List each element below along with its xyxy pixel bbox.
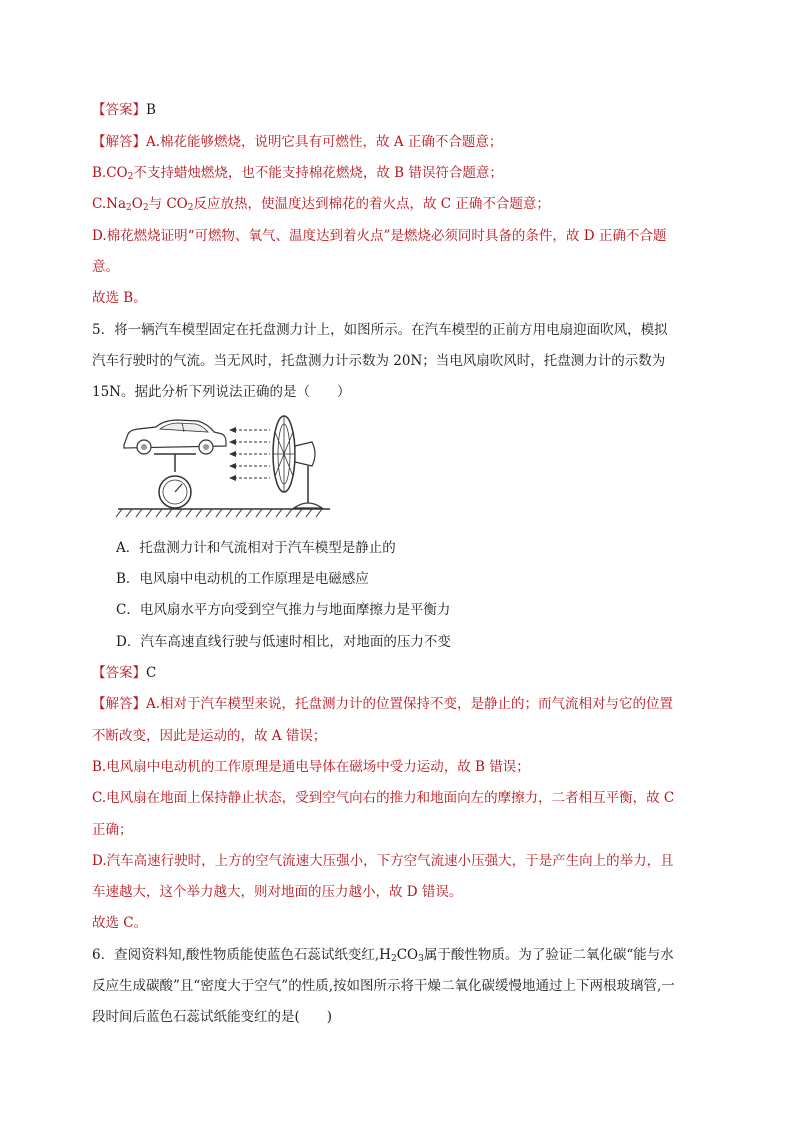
q5-option-b: B．电风扇中电动机的工作原理是电磁感应 [116, 571, 369, 587]
q5-option-d: D．汽车高速直线行驶与低速时相比，对地面的压力不变 [116, 634, 451, 650]
q5-analysis-d-2: 车速越大，这个举力越大，则对地面的压力越小，故 D 错误。 [92, 884, 463, 900]
car-fan-figure [112, 412, 342, 520]
q5-option-a: A．托盘测力计和气流相对于汽车模型是静止的 [116, 540, 396, 556]
q4-conclusion: 故选 B。 [92, 290, 147, 306]
q5-analysis-a-1: 【解答】A.相对于汽车模型来说，托盘测力计的位置保持不变，是静止的；而气流相对与它的位置 [92, 696, 674, 712]
q4-analysis-d-1: D.棉花燃烧证明“可燃物、氧气、温度达到着火点”是燃烧必须同时具备的条件，故 D 正确不合题 [92, 228, 667, 244]
q5-analysis-c-2: 正确； [92, 822, 133, 838]
q6-stem-1: 6．查阅资料知,酸性物质能使蓝色石蕊试纸变红$,H_2CO_3$属于酸性物质。为了验证二氧化碳“能与水 [92, 947, 674, 964]
q6-stem-3: 段时间后蓝色石蕊试纸能变红的是( ) [92, 1009, 333, 1025]
q5-stem-3: 15N。据此分析下列说法正确的是（ ） [92, 384, 351, 400]
q5-analysis-d-1: D.汽车高速行驶时，上方的空气流速大压强小，下方空气流速小压强大，于是产生向上的举力，且 [92, 853, 674, 869]
q4-analysis-a: 【解答】A.棉花能够燃烧，说明它具有可燃性，故 A 正确不合题意； [92, 134, 503, 150]
q4-analysis-b: $B.CO_2$不支持蜡烛燃烧，也不能支持棉花燃烧，故 B 错误符合题意； [92, 165, 503, 182]
q5-stem-2: 汽车行驶时的气流。当无风时，托盘测力计示数为 20N；当电风扇吹风时，托盘测力计的示数为 [92, 353, 666, 369]
q5-analysis-b: B.电风扇中电动机的工作原理是通电导体在磁场中受力运动，故 B 错误； [92, 759, 530, 775]
q5-analysis-c-1: C.电风扇在地面上保持静止状态，受到空气向右的推力和地面向左的摩擦力，二者相互平衡，故 C [92, 790, 675, 806]
q5-answer: 【答案】C [92, 665, 157, 681]
q6-stem-2: 反应生成碳酸”且“密度大于空气”的性质,按如图所示将干燥二氧化碳缓慢地通过上下两根玻璃管,一 [92, 978, 675, 994]
q5-option-c: C．电风扇水平方向受到空气推力与地面摩擦力是平衡力 [116, 602, 451, 618]
q5-analysis-a-2: 不断改变，因此是运动的，故 A 错误； [92, 728, 327, 744]
q4-analysis-c: $C.Na_2O_2$与 $CO_2$反应放热，使温度达到棉花的着火点，故 C 正确不合题意； [92, 196, 550, 213]
q4-answer: 【答案】B [92, 102, 156, 118]
q5-stem-1: 5．将一辆汽车模型固定在托盘测力计上，如图所示。在汽车模型的正前方用电扇迎面吹风，模拟 [92, 322, 668, 338]
q4-analysis-d-2: 意。 [92, 259, 119, 275]
q5-conclusion: 故选 C。 [92, 915, 148, 931]
